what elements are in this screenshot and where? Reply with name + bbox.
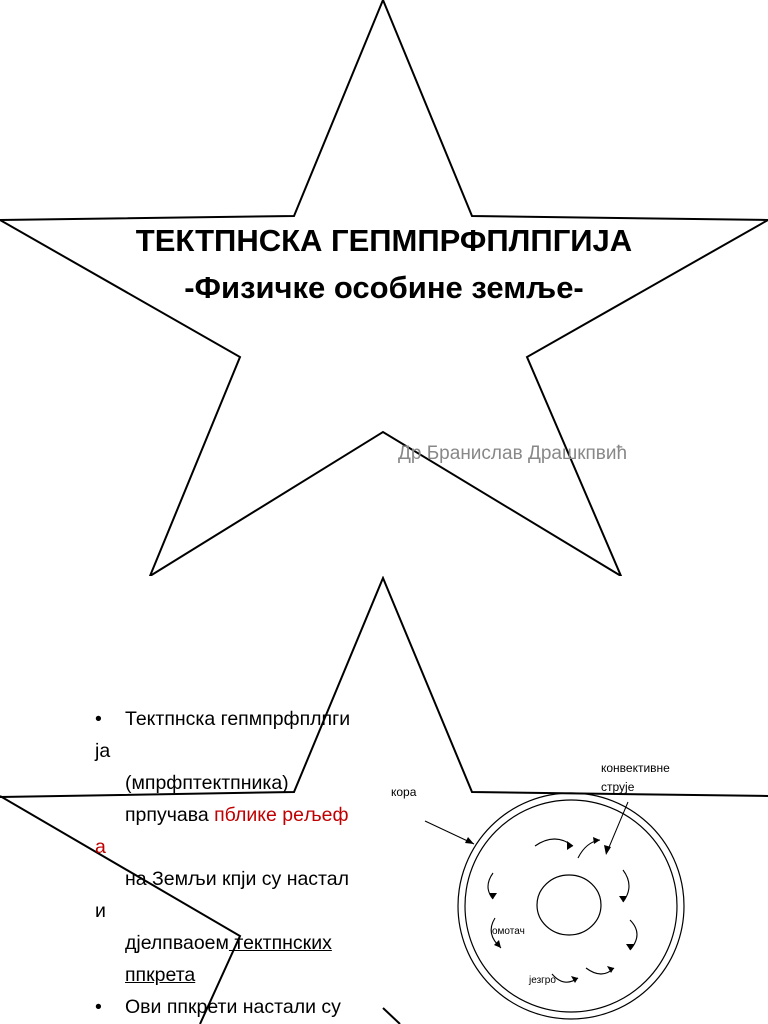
bullet-text: ја	[95, 740, 111, 762]
bullet-text: Тектпнска гепмпрфплпги	[125, 708, 351, 730]
author-name: Др Бранислав Драшкпвић	[398, 443, 628, 464]
bullet-text: (мпрфптектпника)	[125, 772, 289, 794]
bullet-marker: •	[95, 708, 102, 730]
list-item	[95, 927, 395, 959]
bullet-text: Ови ппкрети настали су	[125, 996, 341, 1018]
highlighted-text: пблике рељеф	[214, 804, 349, 826]
convection-label-line2: струје	[601, 780, 635, 794]
convection-label-line1: конвективне	[601, 761, 670, 775]
content-slide	[0, 576, 768, 1024]
slide-title: ТЕКТПНСКА ГЕПМПРФПЛПГИЈА	[135, 223, 633, 258]
list-item	[95, 703, 395, 735]
bullet-text: и	[95, 900, 106, 922]
bullet-text: на Земљи кпји су настал	[125, 868, 349, 890]
bullet-marker: •	[95, 996, 102, 1018]
bullet-text: дјелпваоем	[125, 932, 229, 954]
list-item	[95, 799, 395, 831]
highlighted-text: а	[95, 836, 106, 858]
underlined-text: ппкрета	[125, 964, 196, 986]
bullet-list	[95, 703, 395, 1023]
core-label: језгро	[529, 975, 556, 986]
bullet-text: прпучава	[125, 804, 215, 826]
crust-label: кора	[391, 785, 417, 799]
underlined-text: тектпнских	[228, 932, 332, 954]
mantle-label: омотач	[492, 926, 525, 937]
slide-subtitle: -Физичке особине земље-	[184, 270, 584, 305]
list-item	[95, 991, 395, 1023]
